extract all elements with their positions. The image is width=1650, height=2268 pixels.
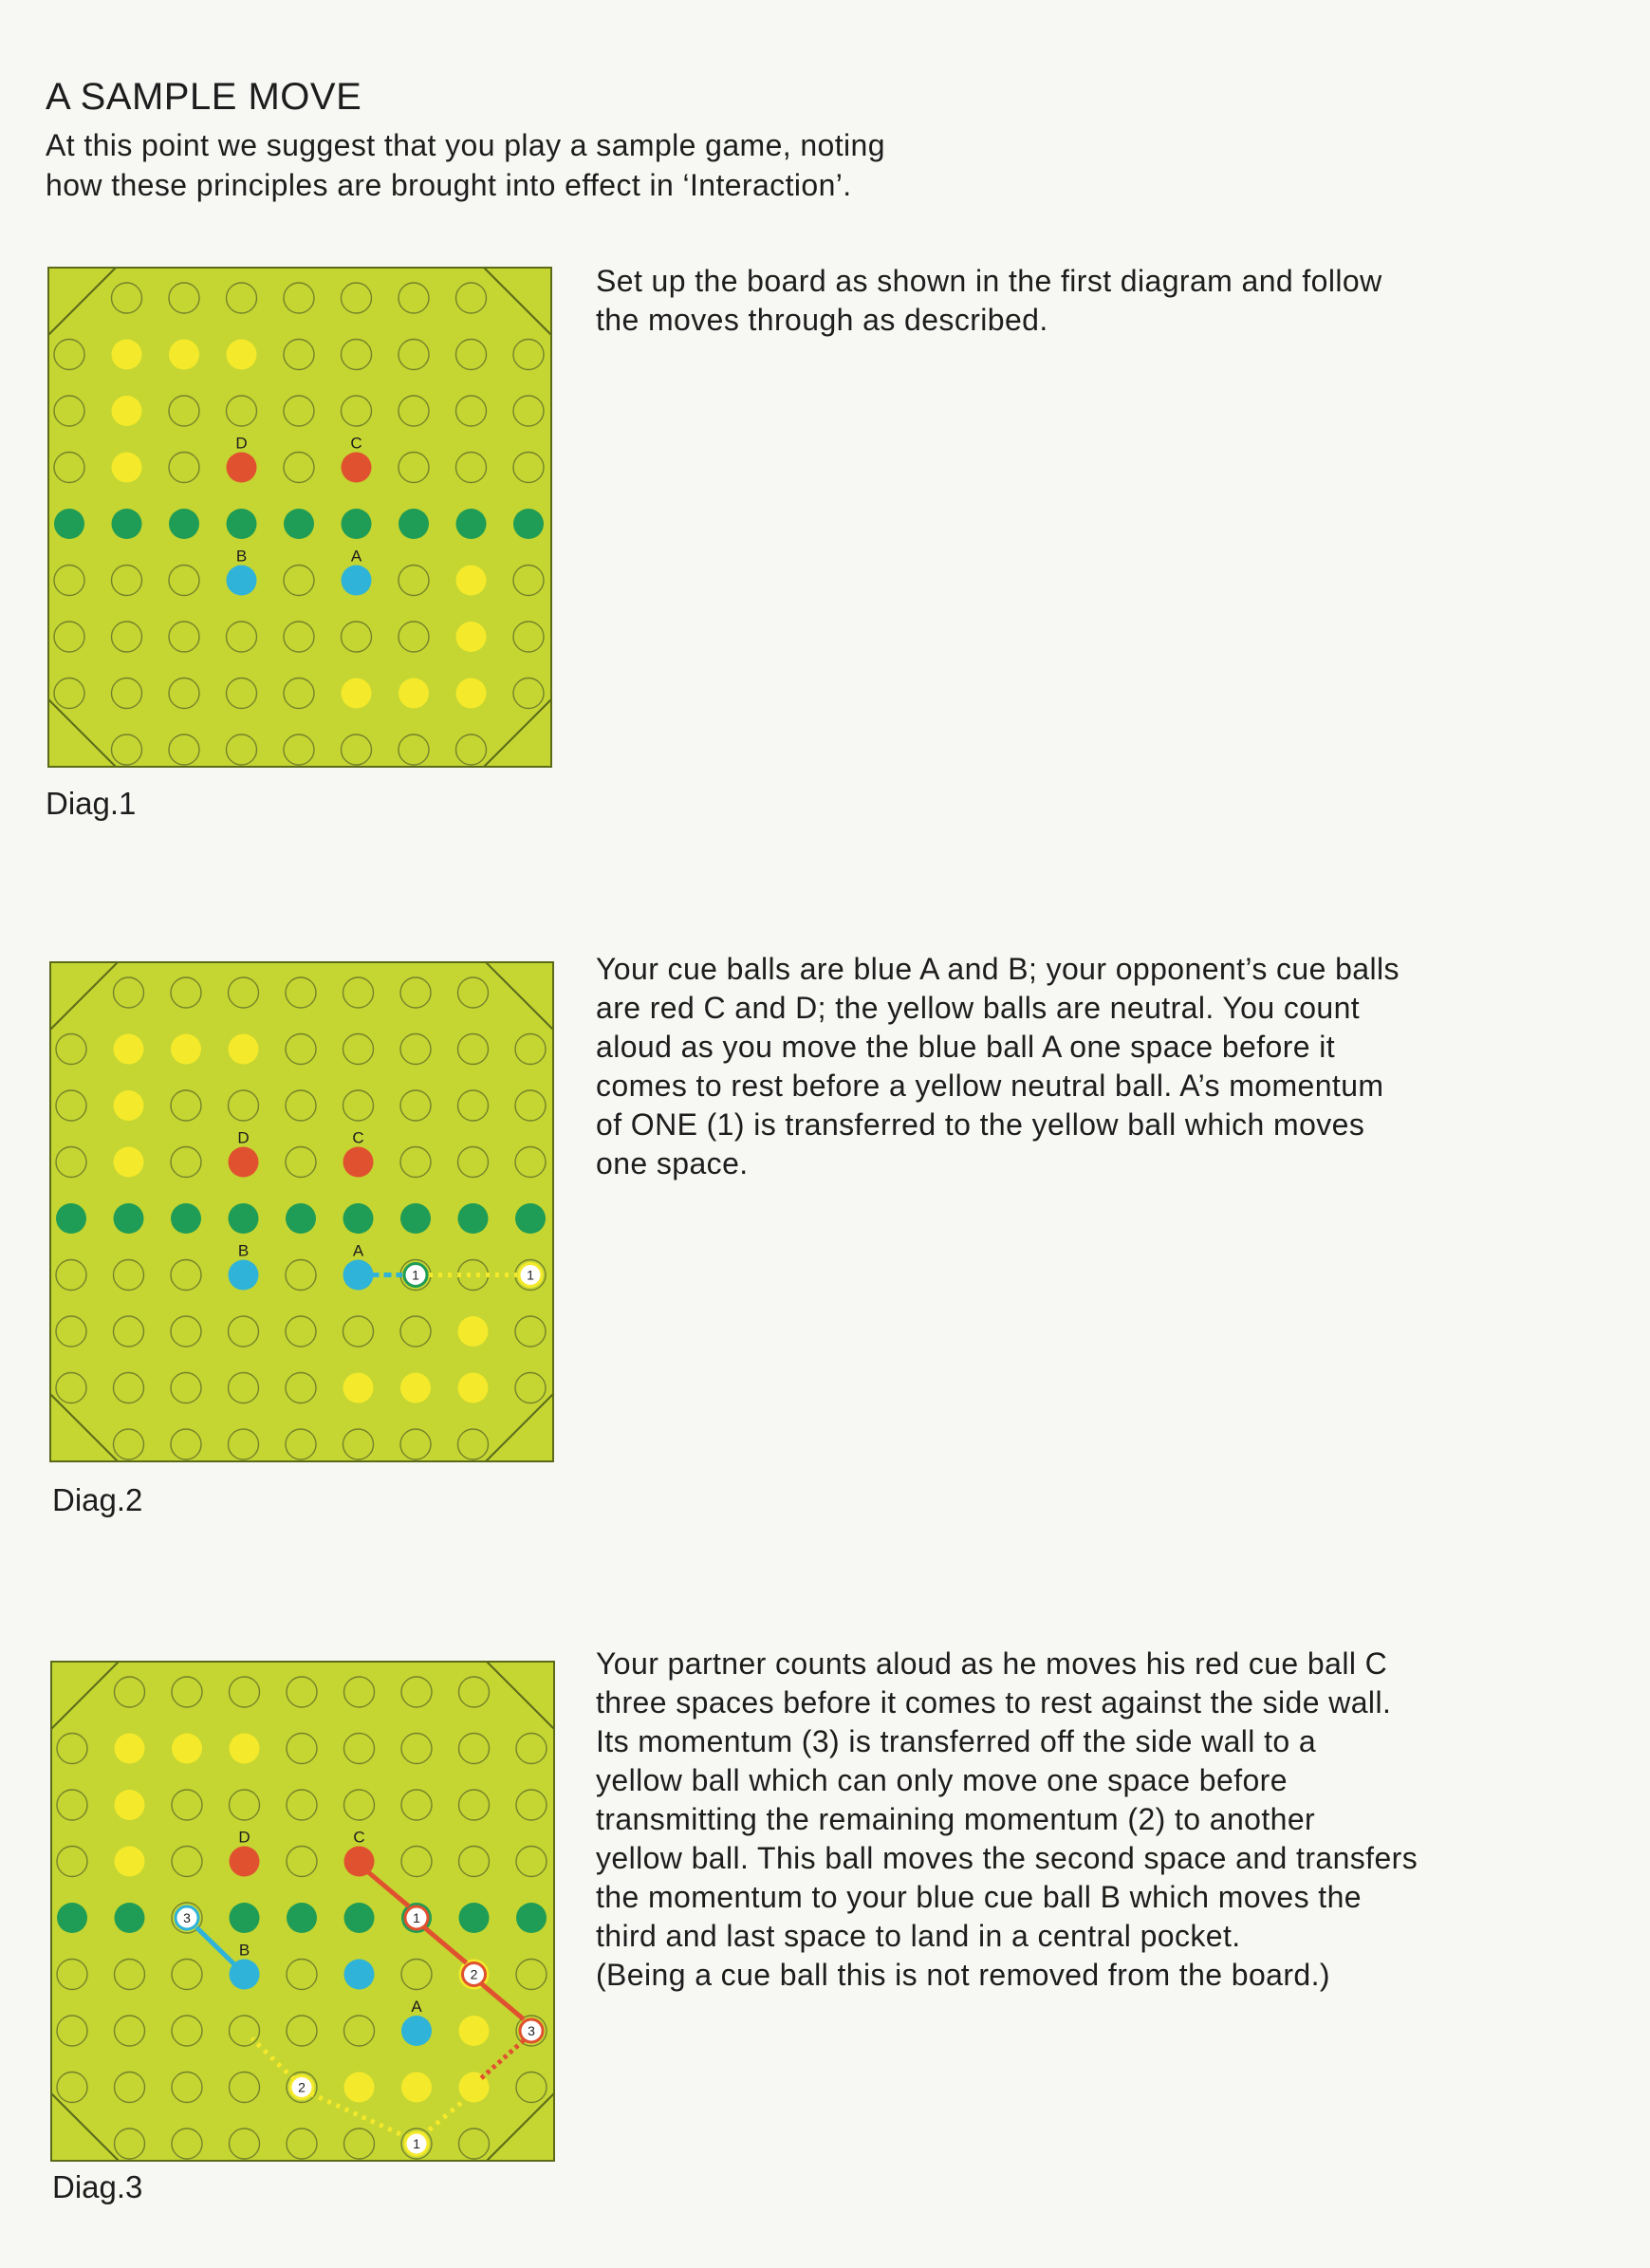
yellow-ball	[456, 566, 487, 596]
yellow-ball	[172, 1734, 202, 1764]
blue-ball	[227, 566, 257, 596]
green-ball	[54, 509, 84, 539]
text-line: one space.	[596, 1146, 749, 1180]
ball-label: B	[238, 1941, 250, 1960]
step-marker-number: 1	[413, 2136, 420, 2151]
text-line: aloud as you move the blue ball A one space before it	[596, 1030, 1336, 1064]
green-ball	[114, 1203, 144, 1234]
yellow-ball	[114, 1034, 144, 1065]
yellow-ball	[112, 396, 142, 426]
diagram-1-description	[596, 262, 1602, 340]
text-line: (Being a cue ball this is not removed from the board.)	[596, 1958, 1330, 1992]
green-ball	[286, 1203, 316, 1234]
green-ball	[229, 1203, 259, 1234]
red-ball	[227, 453, 257, 483]
step-marker-number: 3	[183, 1910, 191, 1925]
yellow-ball	[229, 1034, 259, 1065]
yellow-ball	[115, 1734, 145, 1764]
ball-label: C	[353, 1828, 365, 1847]
yellow-ball	[399, 679, 429, 709]
green-ball	[516, 1903, 547, 1933]
ball-label: A	[350, 547, 362, 566]
green-ball	[169, 509, 199, 539]
blue-ball	[229, 1260, 259, 1291]
text-line: Your cue balls are blue A and B; your opponent’s cue balls	[596, 952, 1400, 986]
yellow-ball	[401, 2073, 432, 2103]
step-marker-number: 1	[412, 1267, 419, 1283]
diagram-3-label: Diag.3	[52, 2169, 143, 2204]
yellow-ball	[115, 1790, 145, 1820]
ball-label: A	[352, 1241, 364, 1260]
diagram-3-board	[50, 1661, 555, 2162]
text-line: yellow ball which can only move one space before	[596, 1763, 1288, 1797]
ball-label: B	[235, 547, 248, 566]
ball-label: D	[238, 1828, 250, 1847]
intro-line: how these principles are brought into effect in ‘Interaction’.	[46, 168, 852, 202]
ball-label: B	[237, 1241, 250, 1260]
yellow-ball	[230, 1734, 260, 1764]
text-line: of ONE (1) is transferred to the yellow ball which moves	[596, 1107, 1365, 1142]
yellow-ball	[456, 622, 487, 652]
green-ball	[344, 1903, 375, 1933]
ball-label: D	[237, 1128, 250, 1147]
ball-label: A	[411, 1998, 422, 2016]
green-ball	[399, 509, 429, 539]
yellow-ball	[458, 1316, 489, 1347]
yellow-ball	[115, 1847, 145, 1877]
text-line: Set up the board as shown in the first diagram and follow	[596, 264, 1382, 298]
yellow-ball	[171, 1034, 201, 1065]
green-ball	[458, 1203, 489, 1234]
ball-label: C	[352, 1128, 364, 1147]
green-ball	[230, 1903, 260, 1933]
yellow-ball	[112, 453, 142, 483]
yellow-ball	[344, 2073, 375, 2103]
step-marker-number: 1	[527, 1267, 534, 1283]
step-marker-number: 3	[528, 2023, 535, 2038]
ball-label: D	[235, 434, 248, 453]
green-ball	[284, 509, 314, 539]
blue-ball	[342, 566, 372, 596]
text-line: yellow ball. This ball moves the second space and transfers	[596, 1841, 1418, 1875]
yellow-ball	[400, 1373, 431, 1404]
green-ball	[515, 1203, 546, 1234]
green-ball	[287, 1903, 317, 1933]
text-line: Its momentum (3) is transferred off the side wall to a	[596, 1724, 1317, 1758]
green-ball	[112, 509, 142, 539]
yellow-ball	[342, 679, 372, 709]
intro-paragraph	[46, 125, 1089, 205]
text-line: third and last space to land in a central pocket.	[596, 1919, 1241, 1953]
green-ball	[57, 1903, 87, 1933]
ball-label: C	[350, 434, 362, 453]
blue-ball	[343, 1260, 374, 1291]
blue-ball	[401, 2016, 432, 2046]
green-ball	[342, 509, 372, 539]
red-ball	[229, 1147, 259, 1178]
diagram-1-board	[47, 267, 552, 768]
page-title: A SAMPLE MOVE	[46, 76, 362, 118]
green-ball	[56, 1203, 86, 1234]
yellow-ball	[114, 1090, 144, 1121]
intro-line: At this point we suggest that you play a sample game, noting	[46, 128, 885, 162]
green-ball	[171, 1203, 201, 1234]
text-line: transmitting the remaining momentum (2) to another	[596, 1802, 1316, 1836]
yellow-ball	[114, 1147, 144, 1178]
green-ball	[459, 1903, 490, 1933]
green-ball	[513, 509, 544, 539]
yellow-ball	[343, 1373, 374, 1404]
step-marker-number: 1	[413, 1910, 420, 1925]
blue-ball	[344, 1960, 375, 1990]
red-ball	[230, 1847, 260, 1877]
red-ball	[343, 1147, 374, 1178]
step-marker-number: 2	[298, 2079, 306, 2095]
diagram-1-label: Diag.1	[46, 786, 137, 821]
text-line: are red C and D; the yellow balls are neutral. You count	[596, 991, 1361, 1025]
text-line: the moves through as described.	[596, 303, 1048, 337]
yellow-ball	[169, 340, 199, 370]
green-ball	[400, 1203, 431, 1234]
diagram-2-board	[49, 961, 554, 1462]
green-ball	[115, 1903, 145, 1933]
green-ball	[343, 1203, 374, 1234]
text-line: Your partner counts aloud as he moves his red cue ball C	[596, 1646, 1388, 1681]
yellow-ball	[112, 340, 142, 370]
diagram-3-description	[596, 1645, 1602, 1995]
text-line: comes to rest before a yellow neutral ball. A’s momentum	[596, 1069, 1384, 1103]
yellow-ball	[456, 679, 487, 709]
diagram-2-label: Diag.2	[52, 1482, 143, 1517]
diagram-2-description	[596, 950, 1602, 1183]
green-ball	[456, 509, 487, 539]
yellow-ball	[227, 340, 257, 370]
step-marker-number: 2	[470, 1966, 478, 1982]
red-ball	[342, 453, 372, 483]
text-line: the momentum to your blue cue ball B which moves the	[596, 1880, 1362, 1914]
green-ball	[227, 509, 257, 539]
yellow-ball	[459, 2016, 490, 2046]
text-line: three spaces before it comes to rest against the side wall.	[596, 1685, 1392, 1720]
yellow-ball	[458, 1373, 489, 1404]
